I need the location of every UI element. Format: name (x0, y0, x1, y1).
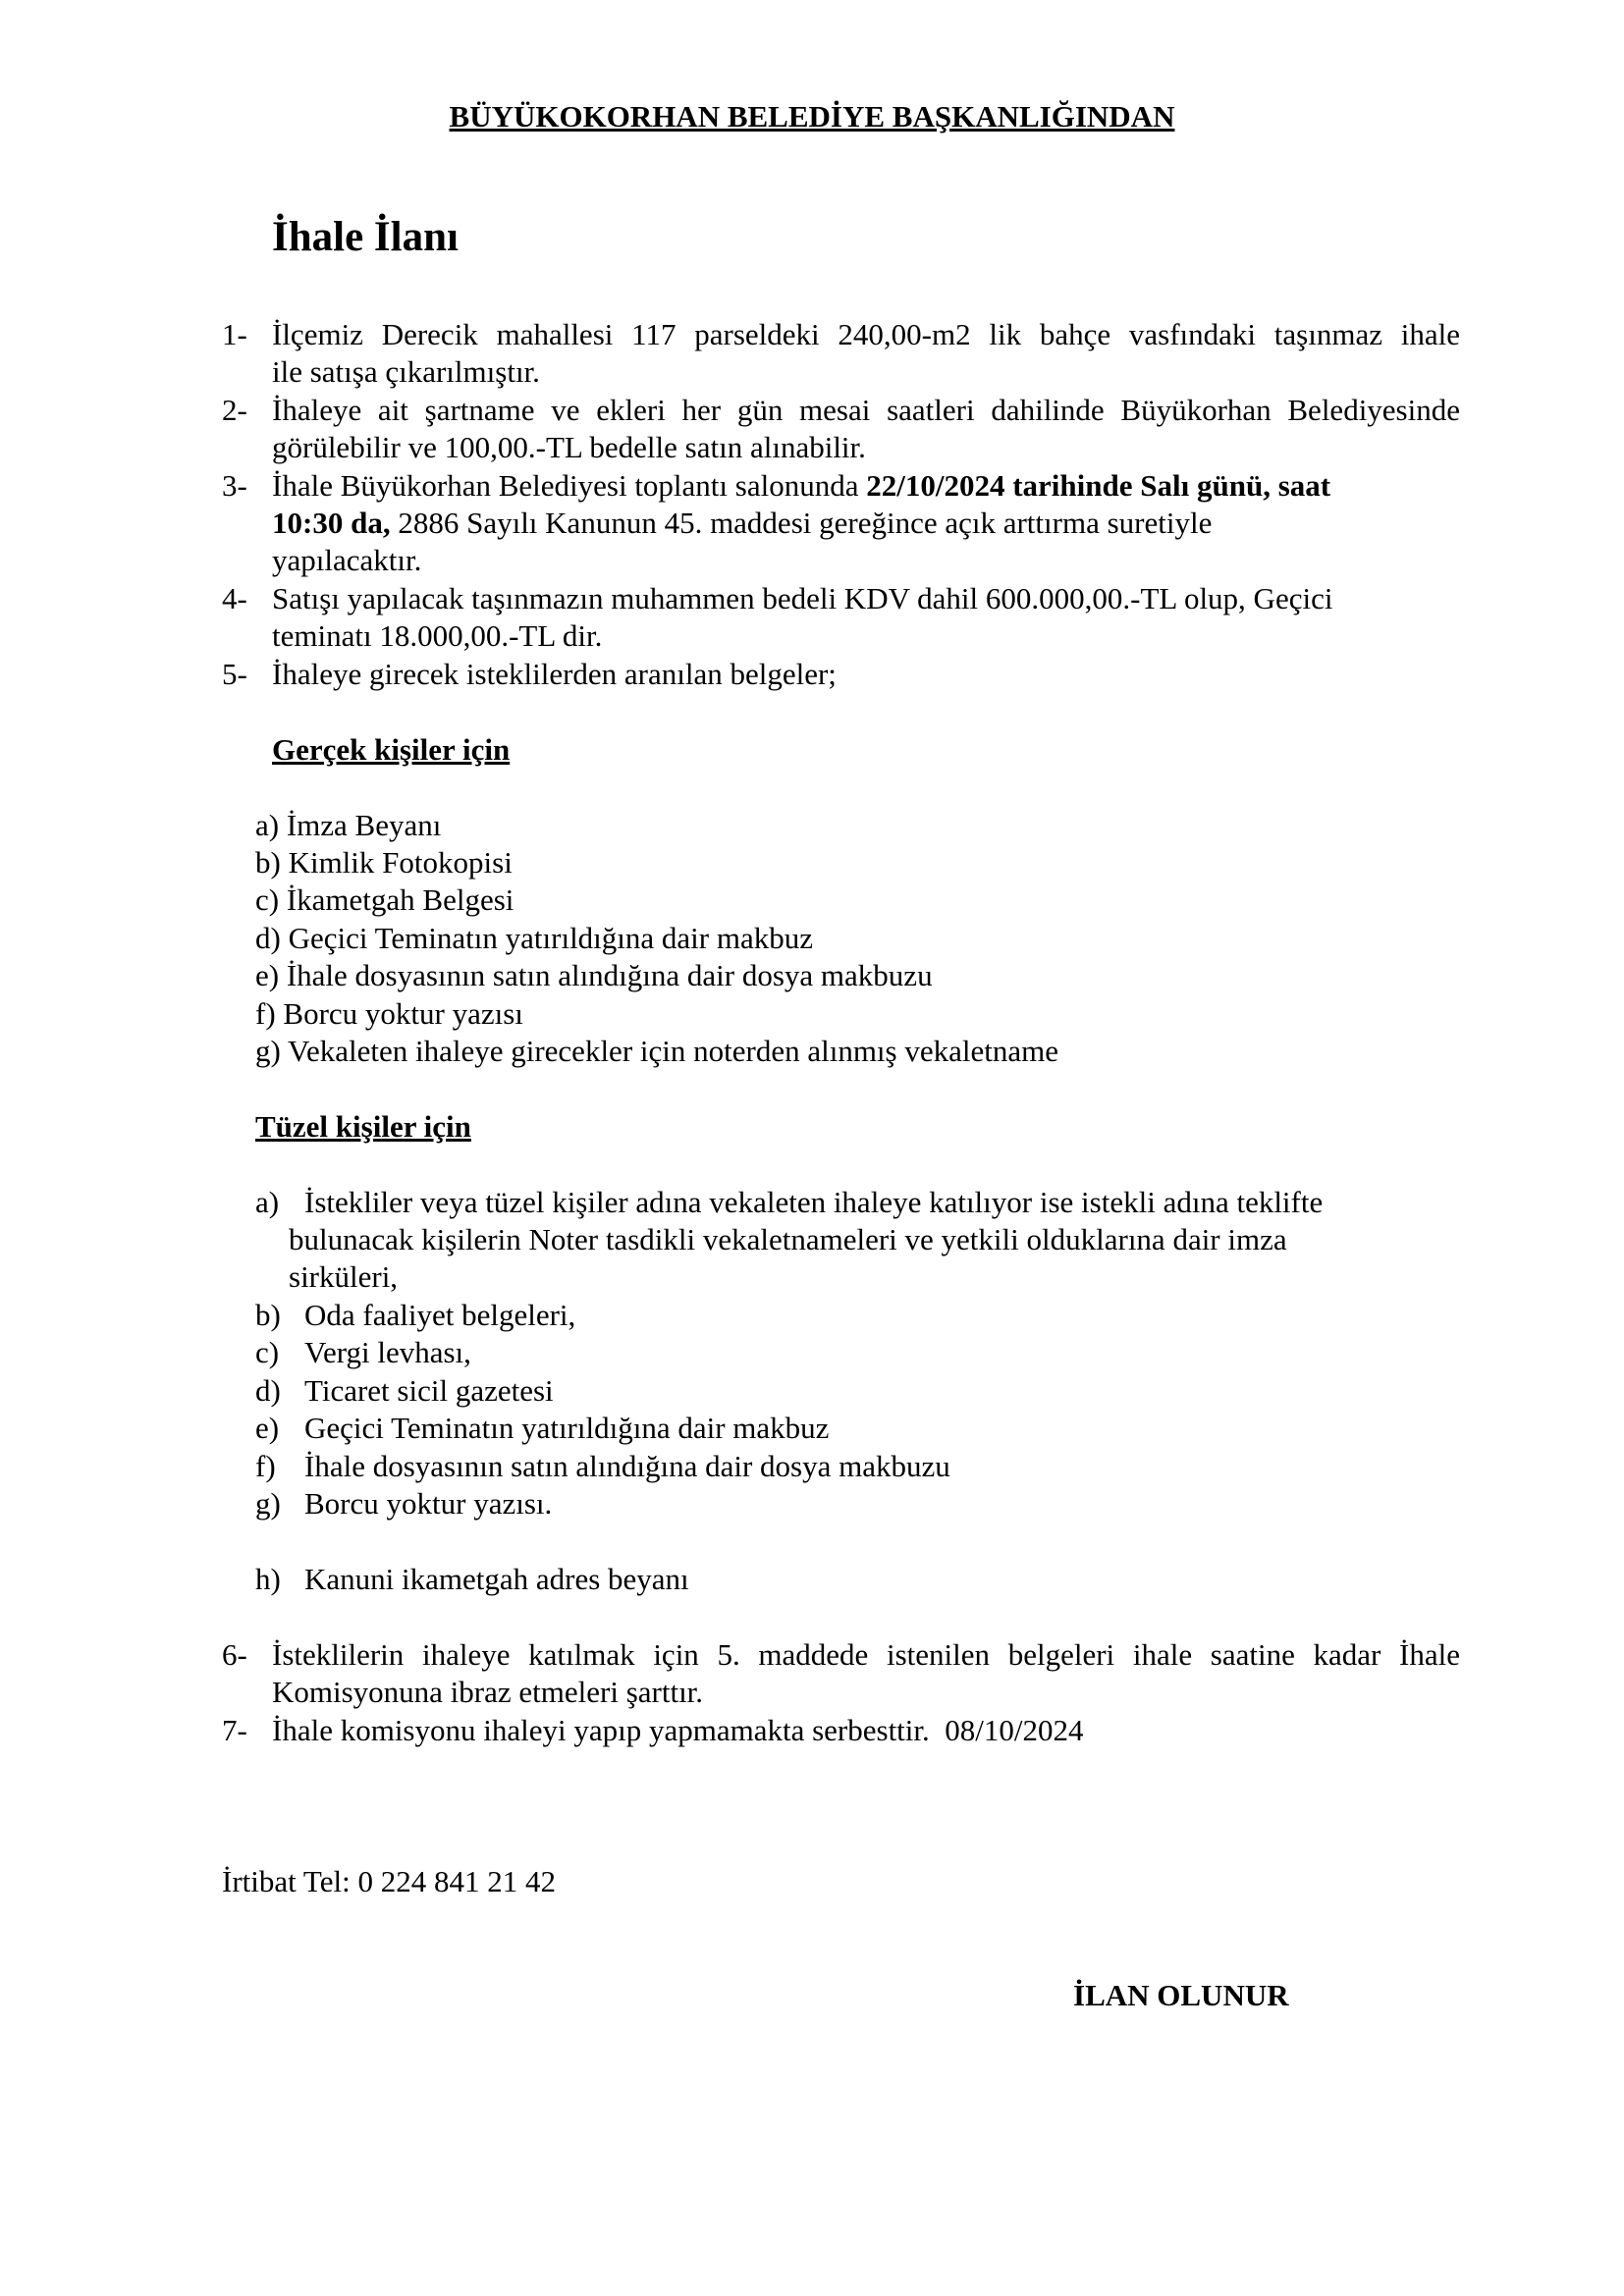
item-number: 2- (222, 393, 247, 427)
item-text-normal: 2886 Sayılı Kanunun 45. maddesi gereğince açık arttırma suretiyle (390, 506, 1213, 540)
item-number: 5- (222, 657, 247, 691)
list-letter: h) (255, 1562, 281, 1596)
list-item: b) Kimlik Fotokopisi (255, 845, 513, 880)
item-text-line: İhaleye ait şartname ve ekleri her gün mesai saatleri dahilinde Büyükorhan Belediyesinde (272, 393, 1460, 427)
item-text-line: görülebilir ve 100,00.-TL bedelle satın alınabilir. (272, 430, 866, 464)
item-text-line: ile satışa çıkarılmıştır. (272, 354, 540, 389)
item-number: 1- (222, 317, 247, 351)
list-letter: a) (255, 1185, 280, 1219)
list-letter: c) (255, 1335, 280, 1369)
list-item: f) Borcu yoktur yazısı (255, 996, 523, 1031)
item-text-line: İlçemiz Derecik mahallesi 117 parseldeki 240,00-m2 lik bahçe vasfındaki taşınmaz ihale (272, 317, 1460, 351)
item-number: 6- (222, 1637, 247, 1672)
list-letter: g) (255, 1486, 281, 1521)
list-item: İstekliler veya tüzel kişiler adına vekaleten ihaleye katılıyor ise istekli adına teklifte (304, 1185, 1324, 1219)
list-item: Vergi levhası, (304, 1335, 471, 1369)
list-item: Ticaret sicil gazetesi (304, 1373, 554, 1408)
list-item: Oda faaliyet belgeleri, (304, 1298, 576, 1332)
item-text-line: Satışı yapılacak taşınmazın muhammen bedeli KDV dahil 600.000,00.-TL olup, Geçici (272, 581, 1333, 615)
item-text-line: Komisyonuna ibraz etmeleri şarttır. (272, 1675, 704, 1709)
contact-phone: İrtibat Tel: 0 224 841 21 42 (222, 1864, 556, 1898)
list-item: bulunacak kişilerin Noter tasdikli vekaletnameleri ve yetkili olduklarına dair imza (289, 1222, 1287, 1256)
list-item: Geçici Teminatın yatırıldığına dair makbuz (304, 1411, 830, 1445)
item-text-line: teminatı 18.000,00.-TL dir. (272, 618, 603, 653)
list-letter: b) (255, 1298, 281, 1332)
list-item: e) İhale dosyasının satın alındığına dair dosya makbuzu (255, 958, 933, 992)
list-item: sirküleri, (289, 1259, 399, 1294)
list-item: a) İmza Beyanı (255, 808, 442, 842)
legal-entities-heading: Tüzel kişiler için (255, 1109, 471, 1144)
item-number: 7- (222, 1713, 247, 1747)
auction-time-bold: 10:30 da, (272, 506, 391, 540)
item-text-line: yapılacaktır. (272, 543, 422, 577)
item-text-line: İhaleye girecek isteklilerden aranılan belgeler; (272, 657, 837, 691)
item-text-line: İhale komisyonu ihaleyi yapıp yapmamakta serbesttir. 08/10/2024 (272, 1713, 1084, 1747)
list-letter: f) (255, 1449, 276, 1483)
list-letter: d) (255, 1373, 281, 1408)
item-text-line (272, 505, 1212, 542)
list-item: Borcu yoktur yazısı. (304, 1486, 553, 1521)
list-item: c) İkametgah Belgesi (255, 882, 514, 917)
list-item: g) Vekaleten ihaleye girecekler için noterden alınmış vekaletname (255, 1034, 1058, 1068)
list-item: İhale dosyasının satın alındığına dair dosya makbuzu (304, 1449, 950, 1483)
item-text-normal: İhale Büyükorhan Belediyesi toplantı salonunda (272, 468, 867, 503)
item-text-line: İsteklilerin ihaleye katılmak için 5. maddede istenilen belgeleri ihale saatine kadar İhale (272, 1637, 1460, 1672)
page-title: İhale İlanı (272, 214, 459, 260)
auction-date-bold: 22/10/2024 tarihinde Salı günü, saat (866, 468, 1331, 503)
list-item: d) Geçici Teminatın yatırıldığına dair makbuz (255, 921, 813, 955)
item-text-line (272, 467, 1330, 505)
item-number: 3- (222, 468, 247, 503)
natural-persons-heading: Gerçek kişiler için (272, 732, 511, 767)
list-letter: e) (255, 1411, 280, 1445)
closing-text: İLAN OLUNUR (1073, 1978, 1289, 2012)
list-item: Kanuni ikametgah adres beyanı (304, 1562, 689, 1596)
item-number: 4- (222, 581, 247, 615)
document-header: BÜYÜKOKORHAN BELEDİYE BAŞKANLIĞINDAN (449, 99, 1175, 133)
